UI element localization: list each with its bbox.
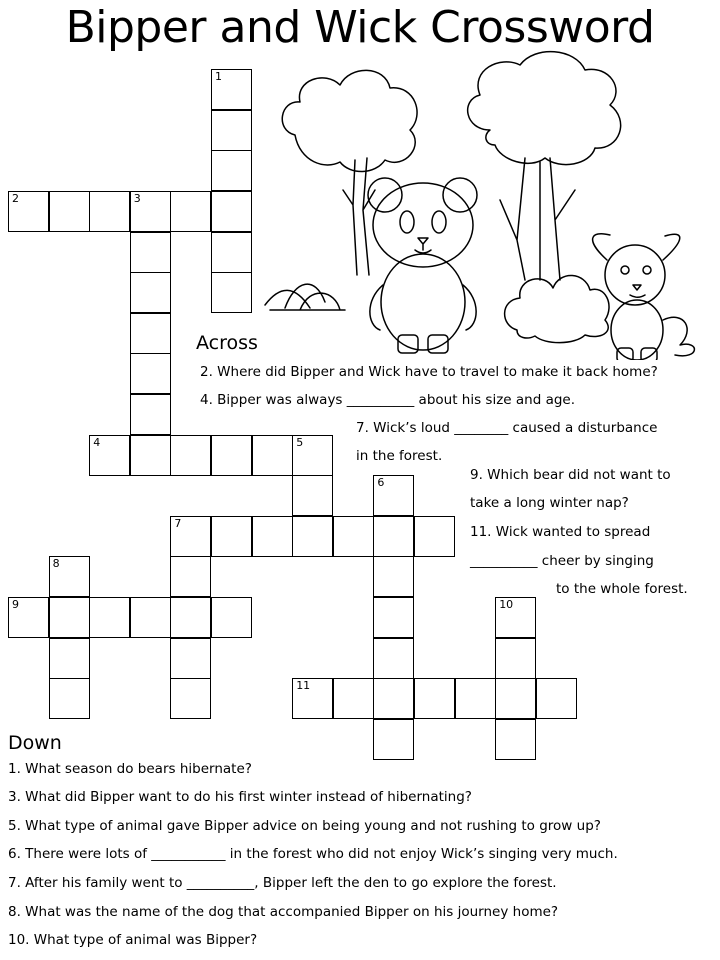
grid-cell[interactable]: [373, 638, 414, 679]
across-clue-4: 4. Bipper was always __________ about his size and age.: [200, 392, 576, 408]
grid-cell[interactable]: [130, 353, 171, 394]
clue-number: 5: [296, 435, 304, 449]
down-clue-8: 8. What was the name of the dog that accompanied Bipper on his journey home?: [8, 904, 559, 920]
grid-cell[interactable]: [211, 69, 252, 110]
grid-cell[interactable]: [414, 516, 455, 557]
across-clue-11: 11. Wick wanted to spread: [470, 524, 651, 540]
grid-cell[interactable]: [495, 638, 536, 679]
grid-cell[interactable]: [170, 435, 211, 476]
across-clue-9: 9. Which bear did not want to: [470, 467, 671, 483]
grid-cell[interactable]: [130, 394, 171, 435]
grid-cell[interactable]: [49, 678, 90, 719]
grid-cell[interactable]: [211, 110, 252, 151]
grid-cell[interactable]: [373, 678, 414, 719]
across-clue-9-cont: take a long winter nap?: [470, 495, 629, 511]
grid-cell[interactable]: [130, 272, 171, 313]
grid-cell[interactable]: [89, 435, 130, 476]
down-clue-3: 3. What did Bipper want to do his first winter instead of hibernating?: [8, 789, 472, 805]
grid-cell[interactable]: [373, 556, 414, 597]
grid-cell[interactable]: [211, 272, 252, 313]
grid-cell[interactable]: [211, 435, 252, 476]
grid-cell[interactable]: [292, 516, 333, 557]
grid-cell[interactable]: [49, 556, 90, 597]
grid-cell[interactable]: [536, 678, 577, 719]
bush-icon: [505, 275, 609, 342]
grid-cell[interactable]: [130, 597, 171, 638]
grid-cell[interactable]: [49, 597, 90, 638]
bear-icon: [368, 178, 477, 353]
clue-number: 4: [93, 435, 101, 449]
across-clue-11-cont2: to the whole forest.: [556, 581, 688, 597]
clue-number: 2: [12, 192, 19, 205]
grid-cell[interactable]: [211, 150, 252, 191]
grid-cell[interactable]: [170, 191, 211, 232]
grass-icon: [265, 284, 345, 310]
clue-number: 10: [499, 598, 514, 611]
grid-cell[interactable]: [170, 556, 211, 597]
clue-number: 9: [12, 598, 19, 611]
grid-cell[interactable]: [292, 475, 333, 516]
grid-cell[interactable]: [455, 678, 496, 719]
grid-cell[interactable]: [211, 597, 252, 638]
grid-cell[interactable]: [373, 475, 414, 516]
dog-icon: [593, 234, 695, 360]
grid-cell[interactable]: [211, 232, 252, 273]
grid-cell[interactable]: [252, 516, 293, 557]
grid-cell[interactable]: [211, 516, 252, 557]
down-heading: Down: [8, 732, 62, 754]
down-clue-10: 10. What type of animal was Bipper?: [8, 932, 258, 948]
grid-cell[interactable]: [211, 191, 252, 232]
grid-cell[interactable]: [130, 435, 171, 476]
grid-cell[interactable]: [170, 597, 211, 638]
grid-cell[interactable]: [495, 719, 536, 760]
grid-cell[interactable]: [130, 191, 171, 232]
down-clue-7: 7. After his family went to __________, Bipper left the den to go explore the forest.: [8, 875, 557, 891]
clue-number: 7: [174, 516, 182, 530]
clue-number: 11: [296, 679, 311, 693]
clue-number: 1: [215, 70, 222, 84]
tree-icon: [282, 70, 417, 275]
grid-cell[interactable]: [414, 678, 455, 719]
grid-cell[interactable]: [373, 597, 414, 638]
tree-icon: [468, 52, 621, 280]
down-clue-5: 5. What type of animal gave Bipper advice on being young and not rushing to grow up?: [8, 818, 601, 834]
grid-cell[interactable]: [8, 597, 49, 638]
clue-number: 8: [52, 557, 60, 571]
grid-cell[interactable]: [49, 191, 90, 232]
grid-cell[interactable]: [333, 516, 374, 557]
grid-cell[interactable]: [170, 516, 211, 557]
grid-cell[interactable]: [89, 597, 130, 638]
across-clue-7: 7. Wick’s loud ________ caused a disturbance: [356, 420, 658, 436]
grid-cell[interactable]: [8, 191, 49, 232]
grid-cell[interactable]: [373, 516, 414, 557]
grid-cell[interactable]: [252, 435, 293, 476]
down-clue-1: 1. What season do bears hibernate?: [8, 761, 252, 777]
across-clue-11-cont: __________ cheer by singing: [470, 553, 654, 569]
across-clue-7-cont: in the forest.: [356, 448, 443, 464]
grid-cell[interactable]: [170, 678, 211, 719]
grid-cell[interactable]: [495, 678, 536, 719]
grid-cell[interactable]: [292, 678, 333, 719]
grid-cell[interactable]: [89, 191, 130, 232]
grid-cell[interactable]: [49, 638, 90, 679]
across-clue-2: 2. Where did Bipper and Wick have to travel to make it back home?: [200, 364, 658, 380]
page-title: Bipper and Wick Crossword: [65, 2, 655, 53]
grid-cell[interactable]: [130, 313, 171, 354]
grid-cell[interactable]: [373, 719, 414, 760]
grid-cell[interactable]: [170, 638, 211, 679]
grid-cell[interactable]: [130, 232, 171, 273]
grid-cell[interactable]: [333, 678, 374, 719]
clue-number: 3: [133, 192, 141, 205]
grid-cell[interactable]: [495, 597, 536, 638]
down-clue-6: 6. There were lots of ___________ in the forest who did not enjoy Wick’s singing very much.: [8, 846, 618, 862]
across-heading: Across: [196, 332, 258, 354]
grid-cell[interactable]: [292, 435, 333, 476]
clue-number: 6: [377, 476, 385, 490]
illustration: [255, 40, 715, 360]
